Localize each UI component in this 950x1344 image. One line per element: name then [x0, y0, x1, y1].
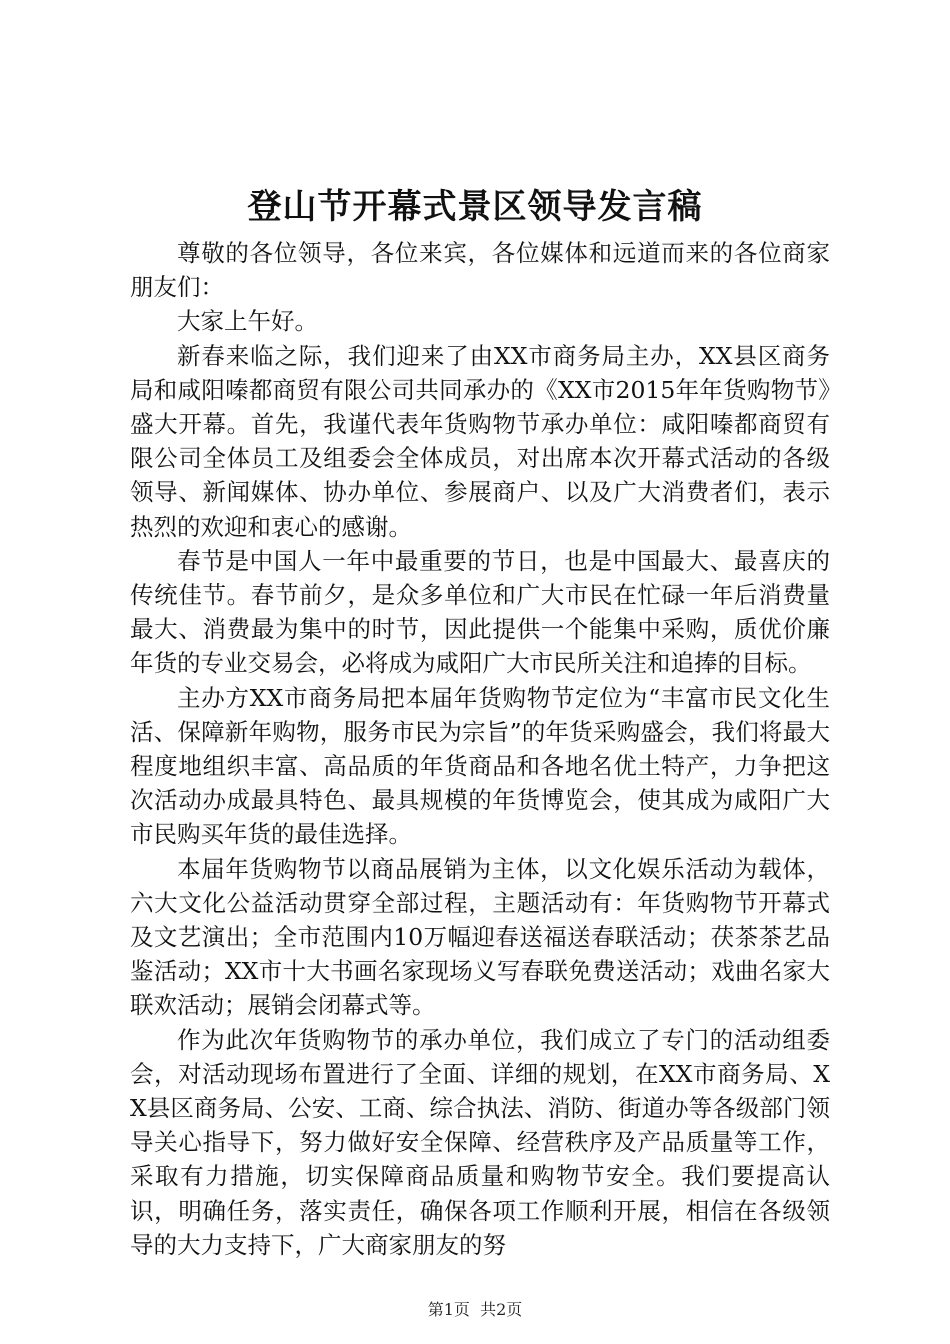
paragraph-spring-festival: 春节是中国人一年中最重要的节日，也是中国最大、最喜庆的传统佳节。春节前夕，是众多单位和广大市民在忙碌一年后消费量最大、消费最为集中的时节，因此提供一个能集中采购，质优价廉年货的专业交易会，必将成为咸阳广大市民所关注和追捧的目标。	[130, 546, 830, 678]
paragraph-opening: 新春来临之际，我们迎来了由XX市商务局主办，XX县区商务局和咸阳嗪都商贸有限公司共同承办的《XX市2015年年货购物节》盛大开幕。首先，我谨代表年货购物节承办单位：咸阳嗪都商贸有限公司全体员工及组委会全体成员，对出席本次开幕式活动的各级领导、新闻媒体、协办单位、参展商户、以及广大消费者们，表示热烈的欢迎和衷心的感谢。	[130, 341, 830, 541]
footer-spacer	[470, 1300, 480, 1319]
paragraph-committee: 作为此次年货购物节的承办单位，我们成立了专门的活动组委会，对活动现场布置进行了全面、详细的规划，在XX市商务局、XX县区商务局、公安、工商、综合执法、消防、街道办等各级部门领导关心指导下，努力做好安全保障、经营秩序及产品质量等工作，采取有力措施，切实保障商品质量和购物节安全。我们要提高认识，明确任务，落实责任，确保各项工作顺利开展，相信在各级领导的大力支持下，广大商家朋友的努	[130, 1025, 830, 1259]
paragraph-good-morning: 大家上午好。	[177, 307, 318, 336]
page-number-current: 第1页	[427, 1300, 470, 1319]
paragraph-greeting: 尊敬的各位领导，各位来宾，各位媒体和远道而来的各位商家朋友们：	[130, 239, 830, 302]
document-body	[130, 236, 830, 1262]
page-number-total: 共2页	[480, 1300, 523, 1319]
paragraph-organizer: 主办方XX市商务局把本届年货购物节定位为“丰富市民文化生活、保障新年购物，服务市民为宗旨”的年货采购盛会，我们将最大程度地组织丰富、高品质的年货商品和各地名优土特产，力争把这次活动办成最具特色、最具规模的年货博览会，使其成为咸阳广大市民购买年货的最佳选择。	[130, 683, 830, 849]
page-footer	[0, 1300, 950, 1320]
paragraph-activities: 本届年货购物节以商品展销为主体，以文化娱乐活动为载体，六大文化公益活动贯穿全部过程，主题活动有：年货购物节开幕式及文艺演出；全市范围内10万幅迎春送福送春联活动；茯茶茶艺品鉴活动；XX市十大书画名家现场义写春联免费送活动；戏曲名家大联欢活动；展销会闭幕式等。	[130, 854, 830, 1020]
document-title: 登山节开幕式景区领导发言稿	[247, 187, 703, 227]
